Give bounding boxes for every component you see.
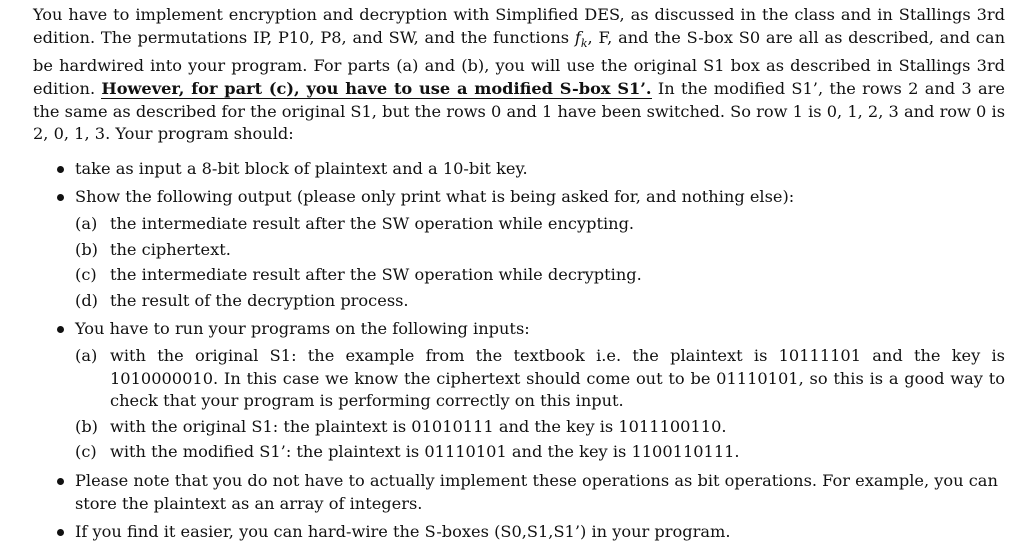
intro-bold-note: However, for part (c), you have to use a modified S-box S1’. xyxy=(101,79,652,99)
sub-item-text: the intermediate result after the SW operation while decrypting. xyxy=(110,265,642,285)
sub-item-label: (a) xyxy=(75,213,98,233)
sub-item-text: with the modified S1’: the plaintext is 01110101 and the key is 1100110111. xyxy=(110,442,740,462)
sub-item-text: with the original S1: the example from the textbook i.e. the plaintext is 10111101 and the key is 1010000010. In this case we know the ciphertext should come out to be 01110101, so this is a good way to check that your program is performing correctly on this input. xyxy=(110,345,1005,411)
bullet-item-sboxes xyxy=(33,521,1005,544)
bullet-text: Show the following output (please only print what is being asked for, and nothing else): xyxy=(75,187,795,207)
sub-item xyxy=(75,264,1005,287)
sub-item xyxy=(75,441,1005,464)
intro-text-1: You have to implement encryption and decryption with Simplified DES, as discussed in the class and in Stallings 3rd edition. The permutations IP, P10, P8, and SW, and the functions xyxy=(33,5,1005,47)
sub-item-label: (a) xyxy=(75,345,98,365)
fk-symbol xyxy=(574,27,588,50)
sub-item-label: (c) xyxy=(75,442,97,462)
sub-item-text: the result of the decryption process. xyxy=(110,290,409,310)
assignment-document xyxy=(33,4,1005,550)
fk-symbol-text: $f_k$ xyxy=(574,27,588,50)
sub-item-label: (c) xyxy=(75,265,97,285)
bullet-item-input xyxy=(33,158,1005,181)
bullet-text: Please note that you do not have to actually implement these operations as bit operations. For example, you can store the plaintext as an array of integers. xyxy=(75,470,998,513)
bullet-text: take as input a 8-bit block of plaintext and a 10-bit key. xyxy=(75,158,528,178)
bullet-text: If you find it easier, you can hard-wire the S-boxes (S0,S1,S1’) in your program. xyxy=(75,522,731,542)
sub-item xyxy=(75,290,1005,313)
inputs-sublist xyxy=(75,345,1005,464)
sub-item xyxy=(75,416,1005,439)
intro-text-3: In the modified S1’, the rows 2 and 3 are the same as described for the original S1, but the rows 0 and 1 have been switched. So row 1 is 0, 1, 2, 3 and row 0 is 2, 0, 1, 3. Your program should: xyxy=(33,79,1005,144)
sub-item-label: (b) xyxy=(75,239,98,259)
sub-item-text: with the original S1: the plaintext is 01010111 and the key is 1011100110. xyxy=(110,416,727,436)
sub-item xyxy=(75,213,1005,236)
requirements-list xyxy=(33,158,1005,544)
fk-subscript: k xyxy=(580,36,588,50)
bullet-item-output xyxy=(33,186,1005,312)
bullet-text: You have to run your programs on the following inputs: xyxy=(75,319,530,339)
sub-item-label: (d) xyxy=(75,290,98,310)
sub-item xyxy=(75,345,1005,413)
sub-item-text: the intermediate result after the SW operation while encypting. xyxy=(110,213,635,233)
sub-item-text: the ciphertext. xyxy=(110,239,231,259)
intro-paragraph xyxy=(33,4,1005,146)
intro-text-2: , F, and the S-box S0 are all as described, and can be hardwired into your program. For parts (a) and (b), you will use the original S1 box as described in Stallings 3rd edition. xyxy=(33,27,1005,99)
sub-item xyxy=(75,239,1005,262)
bullet-item-inputs xyxy=(33,318,1005,464)
bullet-item-note xyxy=(33,470,1005,515)
output-sublist xyxy=(75,213,1005,312)
sub-item-label: (b) xyxy=(75,416,98,436)
